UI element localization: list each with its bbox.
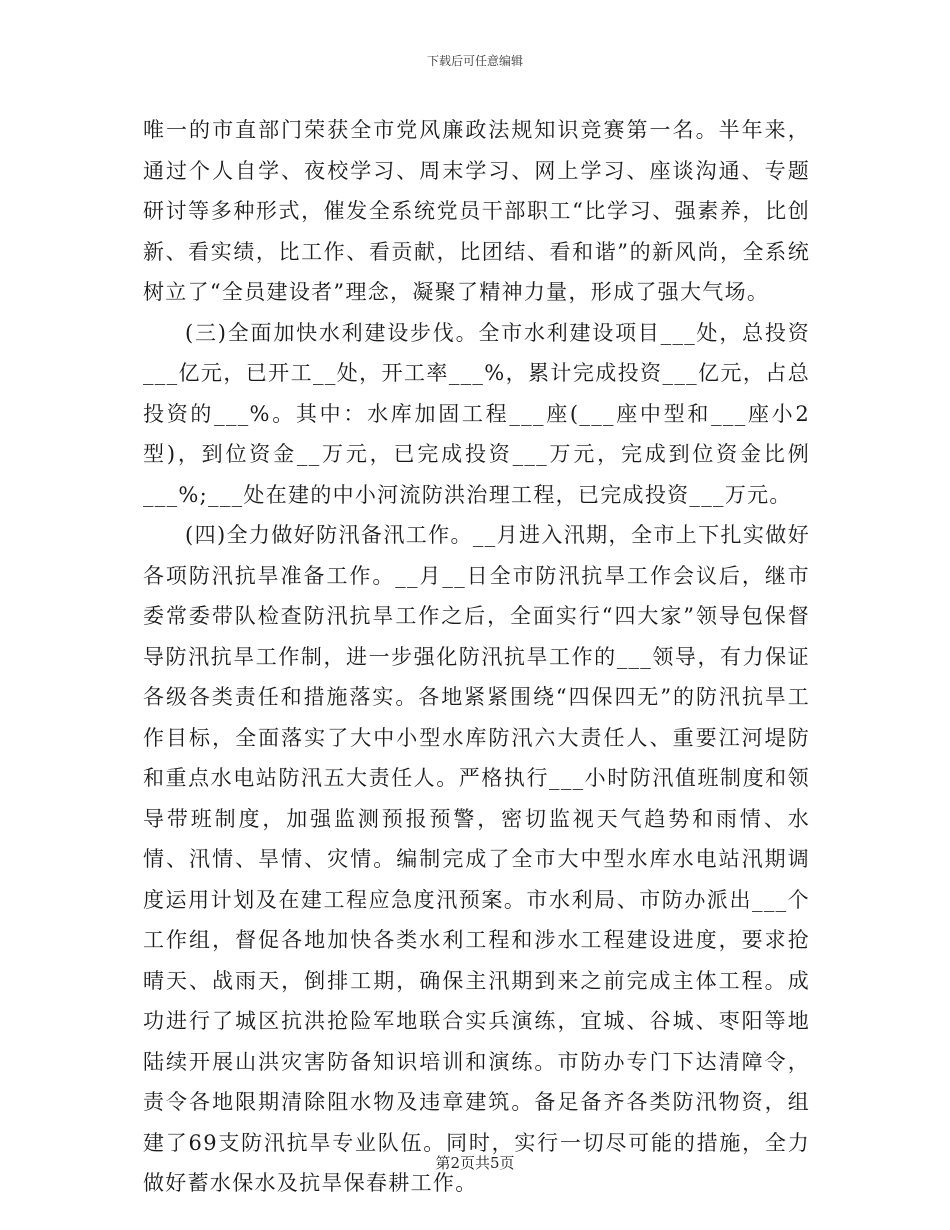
document-body — [143, 110, 810, 1204]
header-note: 下载后可任意编辑 — [426, 54, 523, 68]
page-number: 第2页共5页 — [435, 1154, 515, 1172]
paragraph-continuation: 唯一的市直部门荣获全市党风廉政法规知识竞赛第一名。半年来，通过个人自学、夜校学习、周末学习、网上学习、座谈沟通、专题研讨等多种形式，催发全系统党员干部职工“比学习、强素养，比创新、看实绩，比工作、看贡献，比团结、看和谐”的新风尚，全系统树立了“全员建设者”理念，凝聚了精神力量，形成了强大气场。 — [143, 118, 810, 304]
paragraph-flood-prevention: (四)全力做好防汛备汛工作。__月进入汛期，全市上下扎实做好各项防汛抗旱准备工作。__月__日全市防汛抗旱工作会议后，继市委常委带队检查防汛抗旱工作之后，全面实行“四大家”领导包保督导防汛抗旱工作制，进一步强化防汛抗旱工作的___领导，有力保证各级各类责任和措施落实。各地紧紧围绕“四保四无”的防汛抗旱工作目标，全面落实了大中小型水库防汛六大责任人、重要江河堤防和重点水电站防汛五大责任人。严格执行___小时防汛值班制度和领导带班制度，加强监测预报预警，密切监视天气趋势和雨情、水情、汛情、旱情、灾情。编制完成了全市大中型水库水电站汛期调度运用计划及在建工程应急度汛预案。市水利局、市防办派出___个工作组，督促各地加快各类水利工程和涉水工程建设进度，要求抢晴天、战雨天，倒排工期，确保主汛期到来之前完成主体工程。成功进行了城区抗洪抢险军地联合实兵演练，宜城、谷城、枣阳等地陆续开展山洪灾害防备知识培训和演练。市防办专门下达清障令，责令各地限期清除阻水物及违章建筑。备足备齐各类防汛物资，组建了69支防汛抗旱专业队伍。同时，实行一切尽可能的措施，全力做好蓄水保水及抗旱保春耕工作。 — [143, 523, 810, 1195]
paragraph-water-construction: (三)全面加快水利建设步伐。全市水利建设项目___处，总投资___亿元，已开工__处，开工率___%，累计完成投资___亿元，占总投资的___%。其中：水库加固工程___座(___座中型和___座小2型)，到位资金__万元，已完成投资___万元，完成到位资金比例___%;___处在建的中小河流防洪治理工程，已完成投资___万元。 — [143, 320, 810, 507]
